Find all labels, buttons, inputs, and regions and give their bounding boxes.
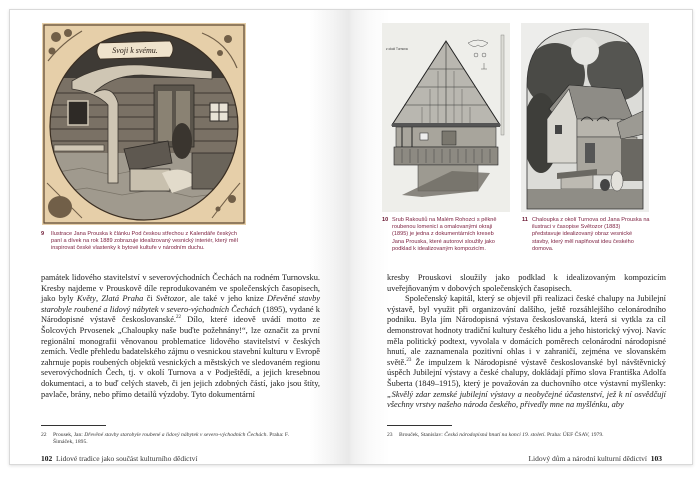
italic-run: Světozor <box>155 294 185 304</box>
footnote-ref-23[interactable]: 23 <box>406 357 412 363</box>
left-running-footer <box>41 454 197 463</box>
footnote-divider <box>387 425 452 426</box>
italic-run: Česká národopisná hnutí na konci 19. století <box>444 432 545 438</box>
figure-9-interior-illustration <box>42 23 246 225</box>
figure-10-caption <box>382 217 502 253</box>
text-run: Prousek, Jan: <box>53 432 85 438</box>
italic-quote: „Skvělý zdar zemské jubilejní výstavy a neobyčejné účastenství, jež k ní osvědčují všechny vrstvy našeho národa českého, přivedly mne na myšlénku, aby <box>387 389 666 410</box>
footnote-ref-22[interactable]: 22 <box>176 315 182 321</box>
text-run: , <box>95 294 102 304</box>
figure-11-number: 11 <box>522 217 528 223</box>
text-run: Brouček, Stanislav: <box>399 432 445 438</box>
figure-9-caption <box>41 231 241 253</box>
text-run: . Praha: F. Šimáček, 1895. <box>53 432 289 445</box>
footnote-22 <box>41 432 311 446</box>
figure-10-inscription: z okolí Turnova <box>386 47 408 51</box>
figure-11-caption-text: Chaloupka z okolí Turnova od Jana Prouska na ilustraci v časopise Světozor (1883) představuje idealizovaný obraz vesnické stavby, který měl naplňovat ideu českého domova. <box>532 217 650 252</box>
figure-10-number: 10 <box>382 217 389 223</box>
footnote-number: 22 <box>41 432 47 438</box>
figure-9-number: 9 <box>41 231 45 237</box>
text-run: , ale také v jeho knize <box>184 294 267 304</box>
left-paragraph <box>41 273 320 400</box>
running-title: Lidové tradice jako součást kulturního dědictví <box>56 454 198 463</box>
italic-run: Květy <box>76 294 96 304</box>
figure-10-caption-text: Srub Rakoušů na Malém Rohozci s pěkně roubenou lomenicí a omalovanými okraji (1895) je jedna z dokumentárních kreseb Jana Prouska, které autorovi sloužily jako podklad k idealizovaným kompozicím. <box>392 217 497 252</box>
footnote-23 <box>387 432 657 439</box>
italic-run: Dřevěné stavby starobyle roubené a lidový nábytek v severo-východních Čechách <box>41 294 321 314</box>
text-run: Dílo, které ideově uvádí motto ze Šolcových Prvosenek „Chaloupky naše buďte požehnány!“, lze označit za první regionální monografii věnovanou problematice lidového stavitelství v českých zemích. Vedle přehledu badatelského zájmu o vesnickou stavební kulturu v Evropě zahrnuje popis roubených objektů vesnických a městských ve sledovaném regionu severovýchodních Čech, tj. v okolí Turnova a v Podještědí, a jejich kresebnou dokumentaci, a to buď celých staveb, či jen jejich zdobných částí, jako jsou štíty, pavlače, brány, nebo přímo detailů výzdoby. Tyto dokumentární <box>41 315 320 399</box>
right-paragraph-2 <box>387 294 666 411</box>
left-body-text <box>41 273 320 400</box>
figure-9-inscription: Svoji k svému. <box>112 46 158 55</box>
footnote-text <box>53 432 311 446</box>
book-spread <box>9 9 693 465</box>
left-page <box>10 10 351 464</box>
figure-11-caption <box>522 217 650 253</box>
running-title: Lidový dům a národní kulturní dědictví <box>528 454 647 463</box>
footnote-text <box>399 432 657 439</box>
footnote-divider <box>41 425 106 426</box>
footnote-number: 23 <box>387 432 393 438</box>
right-running-footer <box>528 454 662 463</box>
figure-9-caption-text: Ilustrace Jana Prouska k článku Pod českou střechou z Kalendáře českých paní a dívek na rok 1889 zobrazuje idealizovaný vesnický interiér, který měl inspirovat české vlastenky k bytové kultuře v národním duchu. <box>51 231 238 252</box>
text-run: Že impulzem k Národopisné výstavě českoslovanské byl návštěvnický úspěch Jubilejní výstavy a české chalupy, dokládají přímo slova Františka Adolfa Šuberta (1849–1915), který je považován za duchovního otce výstavní myšlenky: <box>387 357 666 388</box>
italic-run: Dřevěné stavby starobyle roubené a lidový nábytek v severo-východních Čechách <box>84 432 267 438</box>
page-number: 102 <box>41 454 53 463</box>
figure-10-log-house-drawing <box>382 23 510 212</box>
right-body-text <box>387 273 666 411</box>
figure-11-cottage-illustration <box>521 23 649 212</box>
page-number: 103 <box>650 454 662 463</box>
text-run: . Praha: ÚEF ČSAV, 1979. <box>544 432 604 438</box>
text-run: památek lidového stavitelství v severovýchodních Čechách na rodném Turnovsku. Kresby najdeme v Prouskově díle reprodukovaném ve společenských časopisech, jako byly <box>41 273 320 304</box>
right-page <box>351 10 692 464</box>
right-paragraph-1: kresby Prouskovi sloužily jako podklad k idealizovaným kompozicím uveřejňovaným v dobových společenských časopisech. <box>387 273 666 293</box>
text-run: Společenský kapitál, který se objevil při realizaci české chalupy na Jubilejní výstavě, byl využit při organizování dalšího, ještě rozsáhlejšího celonárodního podniku. Byla jím Národopisná výstava českoslovanská, která si vytkla za cíl demonstrovat hodnoty tradiční kultury českého lidu a jeho historický vývoj. Navíc měla politický podtext, vyvolala v domácích poměrech celonárodní národopisné hnutí, ale zaznamenala pozitivní ohlas i v zahraničí, zejména ve slovanském světě. <box>387 294 666 367</box>
text-run: či <box>143 294 156 304</box>
text-run: (1895), vydané k Národopisné výstavě českoslovanské. <box>41 304 320 325</box>
italic-run: Zlatá Praha <box>101 294 144 304</box>
